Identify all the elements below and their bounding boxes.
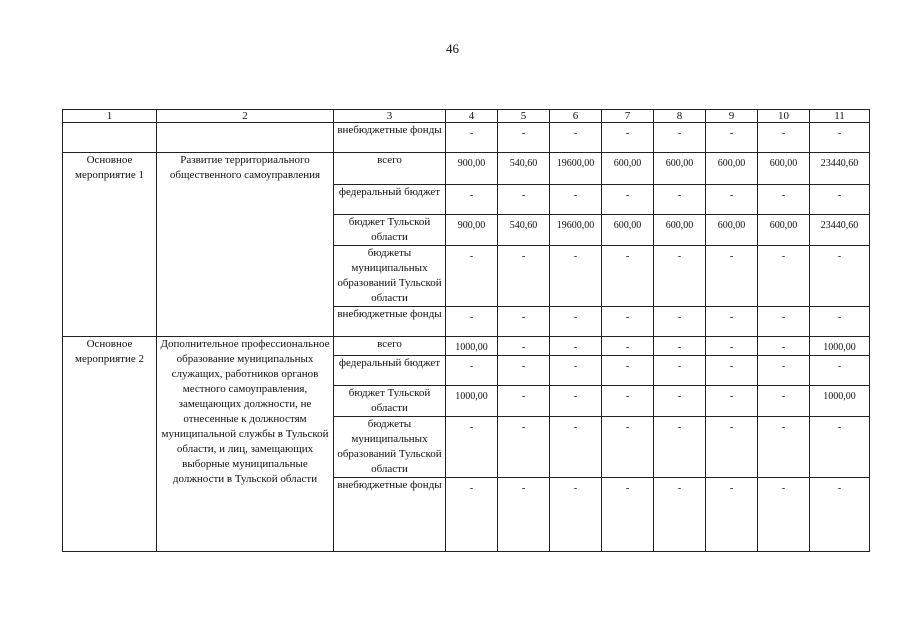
header-cell-2: 2 — [157, 110, 334, 123]
value-cell: 600,00 — [654, 215, 706, 246]
value-cell: 600,00 — [706, 153, 758, 185]
source-cell: бюджет Тульской области — [334, 215, 446, 246]
value-cell: - — [550, 246, 602, 307]
value-cell: - — [498, 386, 550, 417]
value-cell: 540,60 — [498, 153, 550, 185]
value-cell: - — [654, 417, 706, 478]
value-cell: 19600,00 — [550, 215, 602, 246]
value-cell: 1000,00 — [810, 386, 870, 417]
value-cell: - — [498, 185, 550, 215]
value-cell: - — [498, 307, 550, 337]
value-cell: - — [758, 356, 810, 386]
value-cell: 600,00 — [758, 153, 810, 185]
source-cell: внебюджетные фонды — [334, 307, 446, 337]
source-cell: всего — [334, 153, 446, 185]
value-cell: 600,00 — [706, 215, 758, 246]
value-cell: 600,00 — [602, 215, 654, 246]
value-cell: - — [602, 417, 654, 478]
value-cell: - — [654, 246, 706, 307]
activity-name-cell: Развитие территориального общественного самоуправления — [157, 153, 334, 337]
value-cell: - — [446, 356, 498, 386]
continuation-row — [63, 123, 870, 153]
value-cell: 19600,00 — [550, 153, 602, 185]
value-cell: - — [654, 185, 706, 215]
value-cell: - — [602, 337, 654, 356]
value-cell: - — [602, 307, 654, 337]
header-cell-6: 6 — [550, 110, 602, 123]
value-cell: - — [810, 307, 870, 337]
source-cell: федеральный бюджет — [334, 356, 446, 386]
value-cell: - — [706, 478, 758, 552]
value-cell: - — [706, 185, 758, 215]
value-cell: - — [706, 356, 758, 386]
budget-table — [62, 109, 870, 552]
value-cell: - — [498, 337, 550, 356]
value-cell: 1000,00 — [446, 386, 498, 417]
value-cell: - — [706, 123, 758, 153]
value-cell: - — [654, 386, 706, 417]
value-cell: - — [654, 307, 706, 337]
value-cell: - — [550, 337, 602, 356]
value-cell: - — [758, 307, 810, 337]
value-cell: - — [602, 386, 654, 417]
source-cell: федеральный бюджет — [334, 185, 446, 215]
value-cell: - — [758, 123, 810, 153]
value-cell: 900,00 — [446, 153, 498, 185]
value-cell: - — [446, 478, 498, 552]
value-cell: - — [810, 123, 870, 153]
value-cell: - — [654, 478, 706, 552]
value-cell: - — [706, 307, 758, 337]
header-cell-5: 5 — [498, 110, 550, 123]
name-cell — [157, 123, 334, 153]
header-cell-8: 8 — [654, 110, 706, 123]
value-cell: - — [498, 356, 550, 386]
value-cell: 600,00 — [758, 215, 810, 246]
value-cell: - — [550, 356, 602, 386]
value-cell: - — [602, 478, 654, 552]
value-cell: - — [758, 337, 810, 356]
value-cell: - — [498, 478, 550, 552]
source-cell: внебюджетные фонды — [334, 123, 446, 153]
activity-cell: Основное мероприятие 1 — [63, 153, 157, 337]
value-cell: - — [602, 185, 654, 215]
value-cell: - — [550, 417, 602, 478]
value-cell: - — [810, 185, 870, 215]
value-cell: 23440,60 — [810, 215, 870, 246]
value-cell: - — [810, 417, 870, 478]
value-cell: - — [758, 386, 810, 417]
value-cell: - — [446, 185, 498, 215]
value-cell: - — [654, 337, 706, 356]
value-cell: 600,00 — [602, 153, 654, 185]
value-cell: - — [446, 307, 498, 337]
value-cell: - — [654, 356, 706, 386]
value-cell: - — [550, 386, 602, 417]
value-cell: - — [758, 478, 810, 552]
value-cell: 1000,00 — [810, 337, 870, 356]
value-cell: 540,60 — [498, 215, 550, 246]
activity-cell — [63, 123, 157, 153]
source-cell: бюджеты муниципальных образований Тульской области — [334, 246, 446, 307]
value-cell: - — [758, 185, 810, 215]
value-cell: 900,00 — [446, 215, 498, 246]
value-cell: - — [498, 246, 550, 307]
value-cell: - — [446, 417, 498, 478]
value-cell: - — [602, 123, 654, 153]
activity-cell: Основное мероприятие 2 — [63, 337, 157, 552]
value-cell: - — [706, 386, 758, 417]
source-cell: внебюджетные фонды — [334, 478, 446, 552]
value-cell: 23440,60 — [810, 153, 870, 185]
value-cell: - — [810, 356, 870, 386]
header-cell-7: 7 — [602, 110, 654, 123]
value-cell: - — [706, 246, 758, 307]
source-cell: бюджеты муниципальных образований Тульской области — [334, 417, 446, 478]
source-cell: бюджет Тульской области — [334, 386, 446, 417]
header-cell-9: 9 — [706, 110, 758, 123]
value-cell: - — [758, 246, 810, 307]
value-cell: - — [810, 478, 870, 552]
value-cell: - — [550, 478, 602, 552]
header-cell-10: 10 — [758, 110, 810, 123]
header-cell-11: 11 — [810, 110, 870, 123]
activity-name-cell: Дополнительное профессиональное образование муниципальных служащих, работников органов местного самоуправления, замещающих должности, не отнесенные к должностям муниципальной службы в Тульской области, и лиц, замещающих выборные муниципальные должности в Тульской области — [157, 337, 334, 552]
table-row — [63, 153, 870, 185]
value-cell: 1000,00 — [446, 337, 498, 356]
table-row — [63, 337, 870, 356]
value-cell: - — [446, 123, 498, 153]
source-cell: всего — [334, 337, 446, 356]
header-cell-3: 3 — [334, 110, 446, 123]
value-cell: - — [706, 337, 758, 356]
value-cell: - — [550, 123, 602, 153]
value-cell: - — [706, 417, 758, 478]
table-body — [63, 110, 870, 552]
value-cell: - — [602, 356, 654, 386]
page-number: 46 — [446, 41, 459, 56]
value-cell: - — [654, 123, 706, 153]
value-cell: - — [550, 185, 602, 215]
value-cell: - — [446, 246, 498, 307]
value-cell: - — [758, 417, 810, 478]
value-cell: 600,00 — [654, 153, 706, 185]
value-cell: - — [602, 246, 654, 307]
value-cell: - — [498, 417, 550, 478]
value-cell: - — [810, 246, 870, 307]
value-cell: - — [550, 307, 602, 337]
header-row — [63, 110, 870, 123]
header-cell-4: 4 — [446, 110, 498, 123]
value-cell: - — [498, 123, 550, 153]
header-cell-1: 1 — [63, 110, 157, 123]
